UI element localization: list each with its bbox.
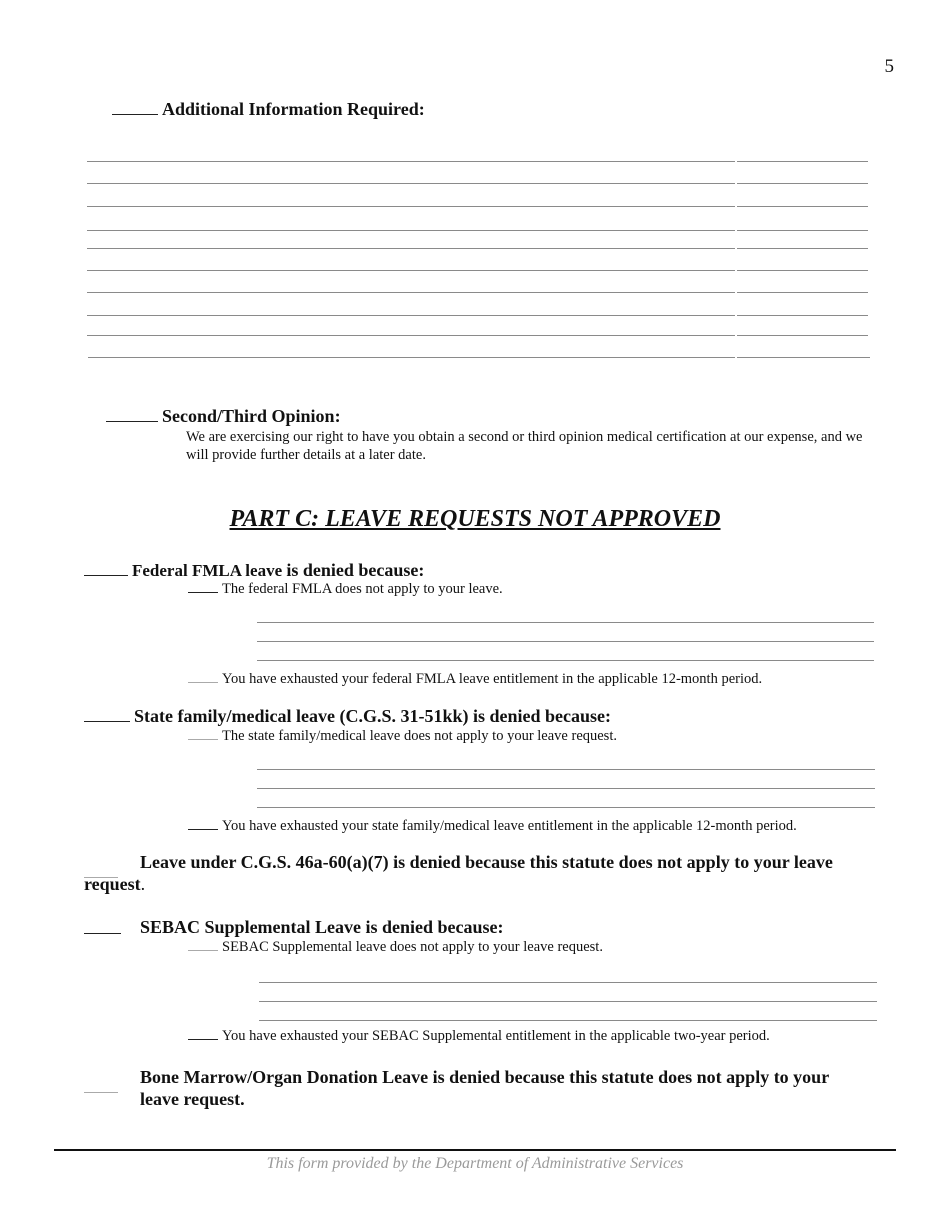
sebac-option-1-row [188, 939, 603, 956]
cgs-46a-heading-line2-row [84, 874, 145, 895]
sebac-heading: SEBAC Supplemental Leave is denied because: [140, 917, 504, 937]
writing-line[interactable] [87, 161, 735, 162]
state-leave-heading-row [84, 706, 611, 727]
writing-line[interactable] [87, 206, 735, 207]
writing-line[interactable] [257, 622, 874, 623]
second-opinion-checkbox-blank[interactable] [106, 421, 158, 422]
writing-line-short[interactable] [737, 206, 868, 207]
federal-fmla-option-1-blank[interactable] [188, 592, 218, 593]
writing-line-short[interactable] [737, 230, 868, 231]
federal-fmla-option-1: The federal FMLA does not apply to your leave. [222, 581, 503, 597]
second-opinion-text: We are exercising our right to have you obtain a second or third opinion medical certification at our expense, and we will provide further details at a later date. [186, 429, 863, 463]
writing-line[interactable] [87, 183, 735, 184]
sebac-option-1: SEBAC Supplemental leave does not apply to your leave request. [222, 939, 603, 955]
writing-line[interactable] [87, 248, 735, 249]
federal-fmla-option-2: You have exhausted your federal FMLA leave entitlement in the applicable 12-month period. [222, 671, 763, 687]
writing-line[interactable] [87, 230, 735, 231]
page-number: 5 [884, 56, 894, 77]
state-leave-heading: State family/medical leave (C.G.S. 31-51kk) is denied because: [134, 706, 611, 726]
sebac-option-2-blank[interactable] [188, 1039, 218, 1040]
cgs-46a-heading-line1: Leave under C.G.S. 46a-60(a)(7) is denied because this statute does not apply to your leave [140, 852, 833, 872]
writing-line[interactable] [87, 292, 735, 293]
sebac-option-2: You have exhausted your SEBAC Supplemental entitlement in the applicable two-year period. [222, 1028, 770, 1044]
writing-line[interactable] [259, 1001, 877, 1002]
writing-line[interactable] [87, 270, 735, 271]
writing-line-short[interactable] [737, 183, 868, 184]
federal-fmla-option-1-row [188, 581, 503, 598]
federal-fmla-heading-part1: Federal FMLA leave [132, 561, 283, 580]
federal-fmla-heading-part2: is denied because: [286, 560, 425, 580]
additional-info-checkbox-blank[interactable] [112, 114, 158, 115]
bone-marrow-heading-line2: leave request. [140, 1089, 245, 1109]
writing-line[interactable] [257, 660, 874, 661]
writing-line[interactable] [257, 769, 875, 770]
bone-marrow-heading-line1: Bone Marrow/Organ Donation Leave is denied because this statute does not apply to your [140, 1067, 830, 1087]
writing-line-short[interactable] [737, 161, 868, 162]
federal-fmla-option-2-row [188, 671, 762, 688]
writing-line[interactable] [257, 641, 874, 642]
sebac-checkbox-blank[interactable] [84, 918, 121, 939]
federal-fmla-heading-row [84, 560, 424, 581]
second-opinion-heading-row [106, 406, 341, 427]
additional-info-heading: Additional Information Required: [162, 99, 425, 119]
sebac-option-1-blank[interactable] [188, 950, 218, 951]
part-c-title: PART C: LEAVE REQUESTS NOT APPROVED [229, 506, 721, 532]
writing-line[interactable] [259, 982, 877, 983]
footer-divider [54, 1149, 896, 1151]
footer-text: This form provided by the Department of Administrative Services [266, 1155, 684, 1172]
state-leave-option-1: The state family/medical leave does not apply to your leave request. [222, 728, 617, 744]
writing-line-short[interactable] [737, 315, 868, 316]
writing-line-short[interactable] [737, 270, 868, 271]
writing-line[interactable] [87, 335, 735, 336]
writing-line-short[interactable] [737, 335, 868, 336]
additional-info-heading-row [112, 99, 425, 120]
state-leave-option-1-blank[interactable] [188, 739, 218, 740]
writing-line[interactable] [257, 788, 875, 789]
sebac-option-2-row [188, 1028, 770, 1045]
state-leave-checkbox-blank[interactable] [84, 721, 130, 722]
writing-line[interactable] [259, 1020, 877, 1021]
federal-fmla-option-2-blank[interactable] [188, 682, 218, 683]
second-opinion-heading: Second/Third Opinion: [162, 406, 341, 426]
state-leave-option-2-row [188, 818, 797, 835]
state-leave-option-1-row [188, 728, 617, 745]
writing-line-short[interactable] [737, 292, 868, 293]
bone-marrow-checkbox-blank[interactable] [84, 1080, 124, 1098]
state-leave-option-2: You have exhausted your state family/medical leave entitlement in the applicable 12-month period. [222, 818, 797, 834]
writing-line-short[interactable] [737, 357, 870, 358]
federal-fmla-checkbox-blank[interactable] [84, 575, 128, 576]
cgs-46a-heading-end: . [140, 874, 146, 894]
writing-line[interactable] [257, 807, 875, 808]
writing-line[interactable] [88, 357, 735, 358]
cgs-46a-heading-line2: request [84, 874, 141, 894]
state-leave-option-2-blank[interactable] [188, 829, 218, 830]
writing-line-short[interactable] [737, 248, 868, 249]
writing-line[interactable] [87, 315, 735, 316]
